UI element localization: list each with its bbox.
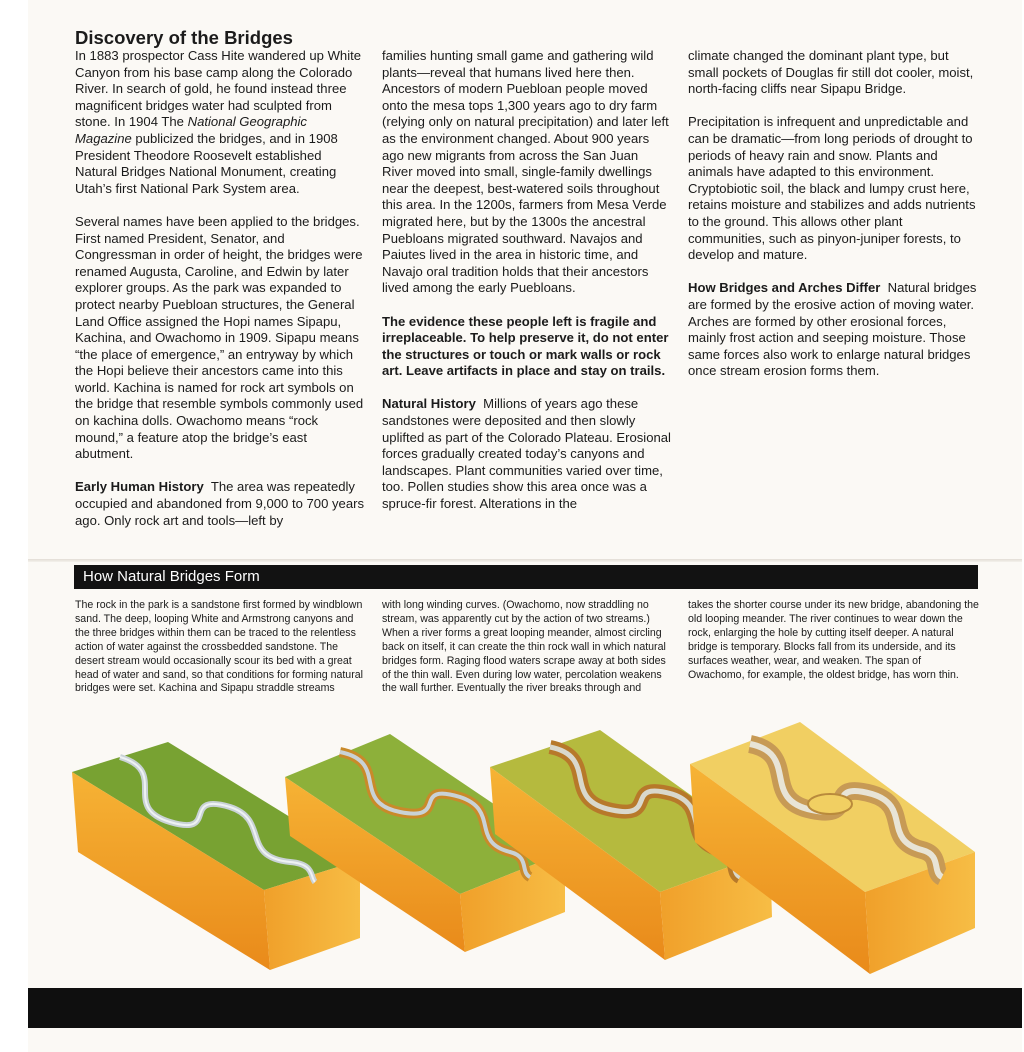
text-column-2 — [382, 48, 672, 529]
section-band — [74, 565, 978, 589]
formation-column-2: with long winding curves. (Owachomo, now straddling no stream, was apparently cut by the action of two streams.) When a river forms a great looping meander, almost circling back on itself, it can create the thin rock wall in which natural bridges form. Raging flood waters scrape away at both sides of the thin wall. Even during low water, percolation weakens the wall further. Eventually the river breaks through and — [382, 599, 666, 695]
formation-column-3: takes the shorter course under its new bridge, abandoning the old looping meander. The river continues to wear down the rock, enlarging the hole by cutting itself deeper. A natural bridge is temporary. Blocks fall from its underside, and its surfaces weather, wear, and weaken. The span of Owachomo, for example, the oldest bridge, has worn thin. — [688, 599, 979, 681]
discovery-paragraph-2: Several names have been applied to the bridges. First named President, Senator, and Congressman in order of height, the bridges were renamed Augusta, Caroline, and Edwin by later explorer groups. As the park was expanded to protect nearby Puebloan structures, the General Land Office assigned the Hopi names Sipapu, Kachina, and Owachomo in 1909. Sipapu means “the place of emergence,” an entryway by which the Hopi believe their ancestors came into this world. Kachina is named for rock art symbols on the bridge that resemble symbols commonly used on kachina dolls. Owachomo means “rock mound,” a feature atop the bridge’s east abutment. — [75, 213, 364, 462]
discovery-heading: Discovery of the Bridges — [75, 27, 293, 48]
text-column-3 — [688, 48, 980, 396]
page-fold — [28, 559, 1022, 562]
bridge-formation-diagram — [60, 712, 990, 982]
early-history-title: Early Human History — [75, 479, 204, 495]
natural-history-title: Natural History — [382, 396, 476, 412]
natural-history-continued: climate changed the dominant plant type, but small pockets of Douglas fir still dot cooler, moist, north-facing cliffs near Sipapu Bridge. — [688, 48, 974, 97]
section-band-title: How Natural Bridges Form — [83, 568, 260, 585]
bottom-bar — [28, 988, 1022, 1028]
preservation-warning: The evidence these people left is fragile and irreplaceable. To help preserve it, do not enter the structures or touch or mark walls or rock art. Leave artifacts in place and stay on trails. — [382, 313, 669, 379]
text-column-1 — [75, 48, 365, 546]
precipitation-paragraph: Precipitation is infrequent and unpredictable and can be dramatic—from long periods of drought to periods of heavy rain and snow. Plants and animals have adapted to this environment. Cryptobiotic soil, the black and lumpy crust here, retains moisture and stabilizes and adds nutrients to the ground. This allows other plant communities, such as pinyon-juniper forests, to develop and mature. — [688, 114, 976, 263]
early-history-paragraph: Early Human History The area was repeatedly occupied and abandoned from 9,000 to 700 years ago. Only rock art and tools—left by — [75, 479, 365, 528]
stage-4-natural-bridge — [690, 722, 975, 974]
discovery-paragraph-1: In 1883 prospector Cass Hite wandered up White Canyon from his base camp along the Colorado River. In search of gold, he found instead three magnificent bridges water had sculpted from stone. In 1904 The National Geographic Magazine publicized the bridges, and in 1908 President Theodore Roosevelt established Natural Bridges National Monument, creating Utah’s first National Park System area. — [75, 48, 362, 196]
early-history-continued: families hunting small game and gathering wild plants—reveal that humans lived here then. Ancestors of modern Puebloan people moved onto the mesa tops 1,300 years ago to dry farm (relying only on natural precipitation) and later left as the environment changed. About 900 years ago new migrants from across the San Juan River moved into small, single-family dwellings near the deepest, best-watered soils throughout this area. In the 1200s, farmers from Mesa Verde migrated here, but by the 1300s the ancestral Puebloans migrated southward. Navajos and Paiutes lived in the area in historic time, and Navajo oral tradition holds that their ancestors lived among the early Puebloans. — [382, 48, 669, 296]
natural-history-paragraph: Natural History Millions of years ago these sandstones were deposited and then slowly uplifted as part of the Colorado Plateau. Erosional forces gradually created today’s canyons and landscapes. Plant communities varied over time, too. Pollen studies show this area once was a spruce-fir forest. Alterations in the — [382, 396, 671, 512]
magazine-title: National Geographic Magazine — [75, 114, 307, 146]
bridge-span — [808, 794, 852, 814]
arches-title: How Bridges and Arches Differ — [688, 280, 881, 296]
arches-paragraph: How Bridges and Arches Differ Natural bridges are formed by the erosive action of moving water. Arches are formed by other erosional forces, mainly frost action and seeping moisture. Those same forces also work to enlarge natural bridges once stream erosion forms them. — [688, 280, 977, 379]
formation-column-1: The rock in the park is a sandstone first formed by windblown sand. The deep, looping White and Armstrong canyons and the three bridges within them can be traced to the relentless action of water against the crossbedded sandstone. The desert stream would occasionally scour its bed with a great head of water and sand, so that conditions for forming natural bridges were set. Kachina and Sipapu straddle streams — [75, 599, 363, 695]
